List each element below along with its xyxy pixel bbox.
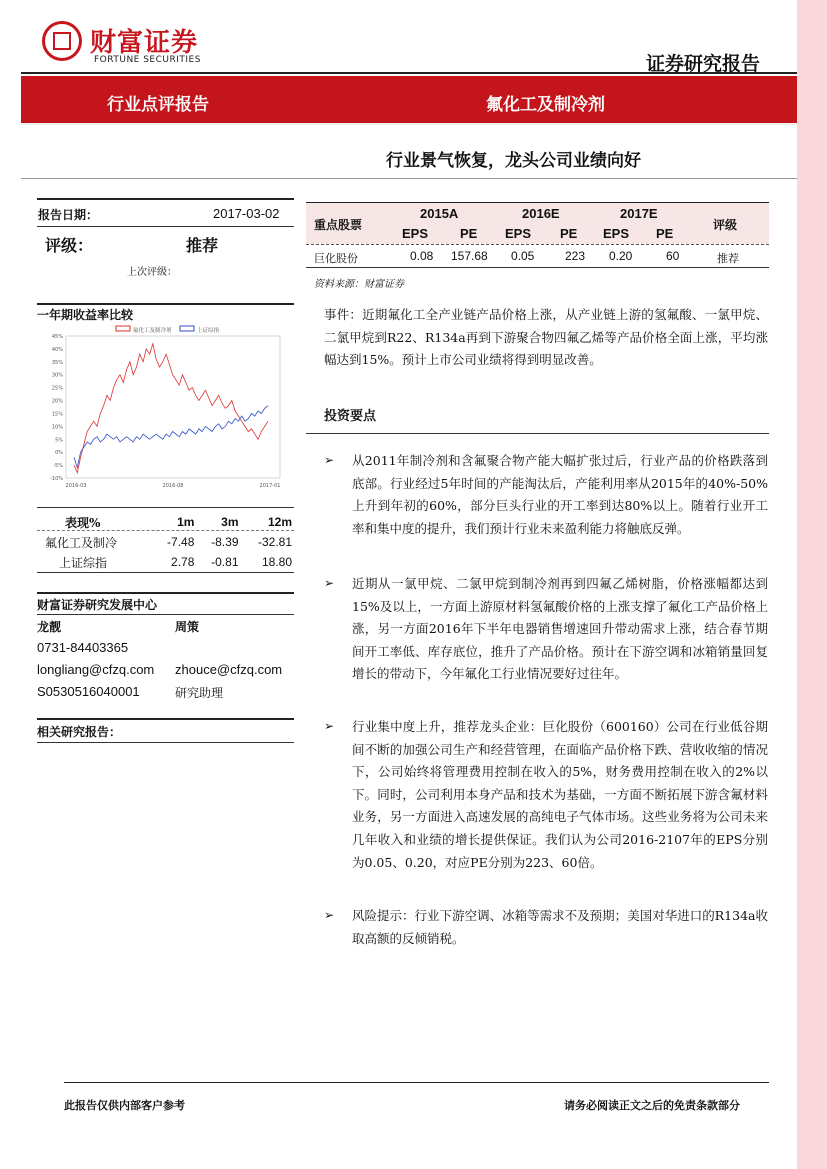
report-type-label: 证券研究报告 xyxy=(646,53,761,75)
pe-2015-value: 157.68 xyxy=(451,249,488,263)
pe-header: PE xyxy=(560,226,578,241)
logo-en-text: FORTUNE SECURITIES xyxy=(94,55,201,65)
center-top-rule xyxy=(37,592,294,594)
y-tick-label: 30% xyxy=(51,372,63,379)
perf-cell: 18.80 xyxy=(261,555,292,569)
y-tick-label: -5% xyxy=(53,463,63,470)
perf-cell: 2.78 xyxy=(171,555,195,569)
perf-header-rule xyxy=(37,530,294,531)
bullet-text-4: 风险提示：行业下游空调、冰箱等需求不及预期；美国对华进口的R134a收取高额的反倾销税。 xyxy=(352,908,768,946)
table-row xyxy=(37,552,294,572)
pe-2017-value: 60 xyxy=(666,249,680,263)
year-header-2016: 2016E xyxy=(522,206,560,221)
perf-header-cell: 12m xyxy=(267,515,292,529)
legend-label-industry: 氟化工及制冷剂 xyxy=(133,328,172,334)
legend-swatch-industry xyxy=(116,326,130,331)
perf-header-cell: 表现% xyxy=(65,515,101,530)
y-tick-label: 25% xyxy=(51,385,63,392)
title-divider xyxy=(21,178,797,179)
logo-cn-text: 财富证券 xyxy=(90,28,199,58)
stock-name: 巨化股份 xyxy=(314,252,358,265)
y-tick-label: 35% xyxy=(51,359,63,366)
footer-left-note: 此报告仅供内部客户参考 xyxy=(64,1099,185,1112)
analyst1-certificate: S0530516040001 xyxy=(37,684,140,699)
legend-label-index: 上证综指 xyxy=(197,328,220,334)
chart-top-rule xyxy=(37,303,294,305)
y-tick-label: 45% xyxy=(51,334,63,340)
related-top-rule xyxy=(37,718,294,720)
eps-2017-value: 0.20 xyxy=(609,249,633,263)
series-line-industry xyxy=(74,344,268,473)
related-bottom-rule xyxy=(37,742,294,743)
x-tick-label: 2016-08 xyxy=(162,483,184,489)
bullet-text-2: 近期从一氯甲烷、二氯甲烷到制冷剂再到四氟乙烯树脂，价格涨幅都达到15%及以上，一方面上游原材料氢氟酸价格的上涨支撑了氟化工产品价格上涨，另一方面2016年下半年电器销售增速回升带动需求上涨，结合春节期间开工率低、库存底位，推升了产品价格。预计在下游空调和冰箱销量回复增长的带动下，今年氟化工行业情况要好过往年。 xyxy=(352,576,768,682)
pe-2016-value: 223 xyxy=(565,249,586,263)
perf-header-cell: 1m xyxy=(177,515,195,529)
side-decoration-strip xyxy=(797,0,827,1169)
footer-rule xyxy=(64,1082,769,1083)
header-divider xyxy=(21,72,797,74)
eps-2016-value: 0.05 xyxy=(511,249,535,263)
legend-swatch-index xyxy=(180,326,194,331)
y-tick-label: 20% xyxy=(51,398,63,405)
perf-cell: -7.48 xyxy=(167,535,195,549)
company-logo-icon xyxy=(42,21,82,61)
y-tick-label: -10% xyxy=(50,476,63,482)
perf-header-cell: 3m xyxy=(221,515,239,529)
source-note: 资料来源：财富证券 xyxy=(314,279,404,290)
analyst1-name: 龙靓 xyxy=(37,620,62,634)
perf-cell: -8.39 xyxy=(211,535,239,549)
stock-table-bottom-rule xyxy=(306,267,769,268)
report-category: 行业点评报告 xyxy=(107,95,209,115)
x-tick-label: 2016-03 xyxy=(65,483,87,489)
rating-col-header: 评级 xyxy=(713,218,738,232)
sidebar-top-rule xyxy=(37,198,294,200)
perf-cell: -0.81 xyxy=(211,555,239,569)
pe-header: PE xyxy=(656,226,674,241)
eps-2015-value: 0.08 xyxy=(410,249,434,263)
bullet-text-1: 从2011年制冷剂和含氟聚合物产能大幅扩张过后，行业产品的价格跌落到底部。行业经过5年时间的产能淘汰后，产能利用率从2015年的40%-50%上升到年初的60%，部分巨头行业的开工率到达80%以上。随着行业开工率和集中度的提升，我们预计行业未来盈利能力将触底反弹。 xyxy=(352,453,768,536)
perf-cell: -32.81 xyxy=(257,535,292,549)
industry-name: 氟化工及制冷剂 xyxy=(486,95,605,115)
date-divider xyxy=(37,226,294,227)
series-line-index xyxy=(74,406,268,468)
perf-bottom-rule xyxy=(37,572,294,573)
performance-table xyxy=(37,512,294,572)
eps-header: EPS xyxy=(603,226,630,241)
event-paragraph: 事件：近期氟化工全产业链产品价格上涨，从产业链上游的氢氟酸、一氯甲烷、二氯甲烷到R22、R134a再到下游聚合物四氟乙烯等产品价格全面上涨，平均涨幅达到15%。预计上市公司业绩将得到明显改善。 xyxy=(324,307,768,368)
stock-col-header: 重点股票 xyxy=(314,218,363,232)
eps-header: EPS xyxy=(505,226,532,241)
analyst1-email[interactable]: longliang@cfzq.com xyxy=(37,662,155,677)
pe-header: PE xyxy=(460,226,478,241)
y-tick-label: 0% xyxy=(55,450,63,457)
year-header-2017: 2017E xyxy=(620,206,658,221)
y-tick-label: 40% xyxy=(51,346,63,353)
bullet-arrow-icon: ➢ xyxy=(324,908,335,922)
investment-points-rule xyxy=(306,433,769,434)
investment-points-title: 投资要点 xyxy=(324,409,377,424)
stock-table-mid-rule xyxy=(306,244,769,245)
related-reports-title: 相关研究报告： xyxy=(37,725,122,739)
previous-rating-label: 上次评级： xyxy=(127,267,177,278)
bullet-text-3: 行业集中度上升，推荐龙头企业：巨化股份（600160）公司在行业低谷期间不断的加强公司生产和经营管理，在面临产品价格下跌、营收收缩的情况下，公司始终将管理费用控制在收入的5%，财务费用控制在收入的2%以下。同时，公司利用本身产品和技术为基础，一方面不断拓展下游含氟材料业务，另一方面进入高速发展的高纯电子气体市场。这些业务将为公司未来几年收入和业绩的增长提供保证。我们认为公司2016-2107年的EPS分别为0.05、0.20，对应PE分别为223、60倍。 xyxy=(352,719,768,870)
page-title: 行业景气恢复，龙头公司业绩向好 xyxy=(386,151,641,171)
bullet-arrow-icon: ➢ xyxy=(324,453,335,467)
year-header-2015: 2015A xyxy=(420,206,459,221)
research-center-title: 财富证券研究发展中心 xyxy=(37,598,158,612)
table-row xyxy=(37,532,294,552)
return-comparison-chart xyxy=(38,322,290,494)
chart-plot-frame xyxy=(66,336,280,478)
perf-row-name: 上证综指 xyxy=(59,555,108,570)
y-tick-label: 5% xyxy=(55,437,63,444)
rating-value: 推荐 xyxy=(186,236,219,255)
y-tick-label: 10% xyxy=(51,424,63,431)
y-tick-label: 15% xyxy=(51,411,63,418)
report-date-label: 报告日期： xyxy=(38,208,99,222)
analyst1-phone: 0731-84403365 xyxy=(37,640,129,655)
bullet-arrow-icon: ➢ xyxy=(324,576,335,590)
eps-header: EPS xyxy=(402,226,429,241)
rating-label: 评级： xyxy=(45,236,94,255)
center-divider xyxy=(37,614,294,615)
analyst2-name: 周策 xyxy=(175,620,200,634)
footer-disclaimer-note: 请务必阅读正文之后的免责条款部分 xyxy=(564,1099,740,1112)
analyst2-email[interactable]: zhouce@cfzq.com xyxy=(175,662,283,677)
x-tick-label: 2017-01 xyxy=(259,483,281,489)
bullet-arrow-icon: ➢ xyxy=(324,719,335,733)
perf-row-name: 氟化工及制冷 xyxy=(45,535,118,550)
report-date-value: 2017-03-02 xyxy=(213,206,280,221)
chart-title: 一年期收益率比较 xyxy=(37,308,134,322)
analyst2-role: 研究助理 xyxy=(175,686,224,700)
perf-header-row xyxy=(37,512,294,532)
stock-rating-value: 推荐 xyxy=(717,252,739,265)
perf-top-rule xyxy=(37,507,294,508)
